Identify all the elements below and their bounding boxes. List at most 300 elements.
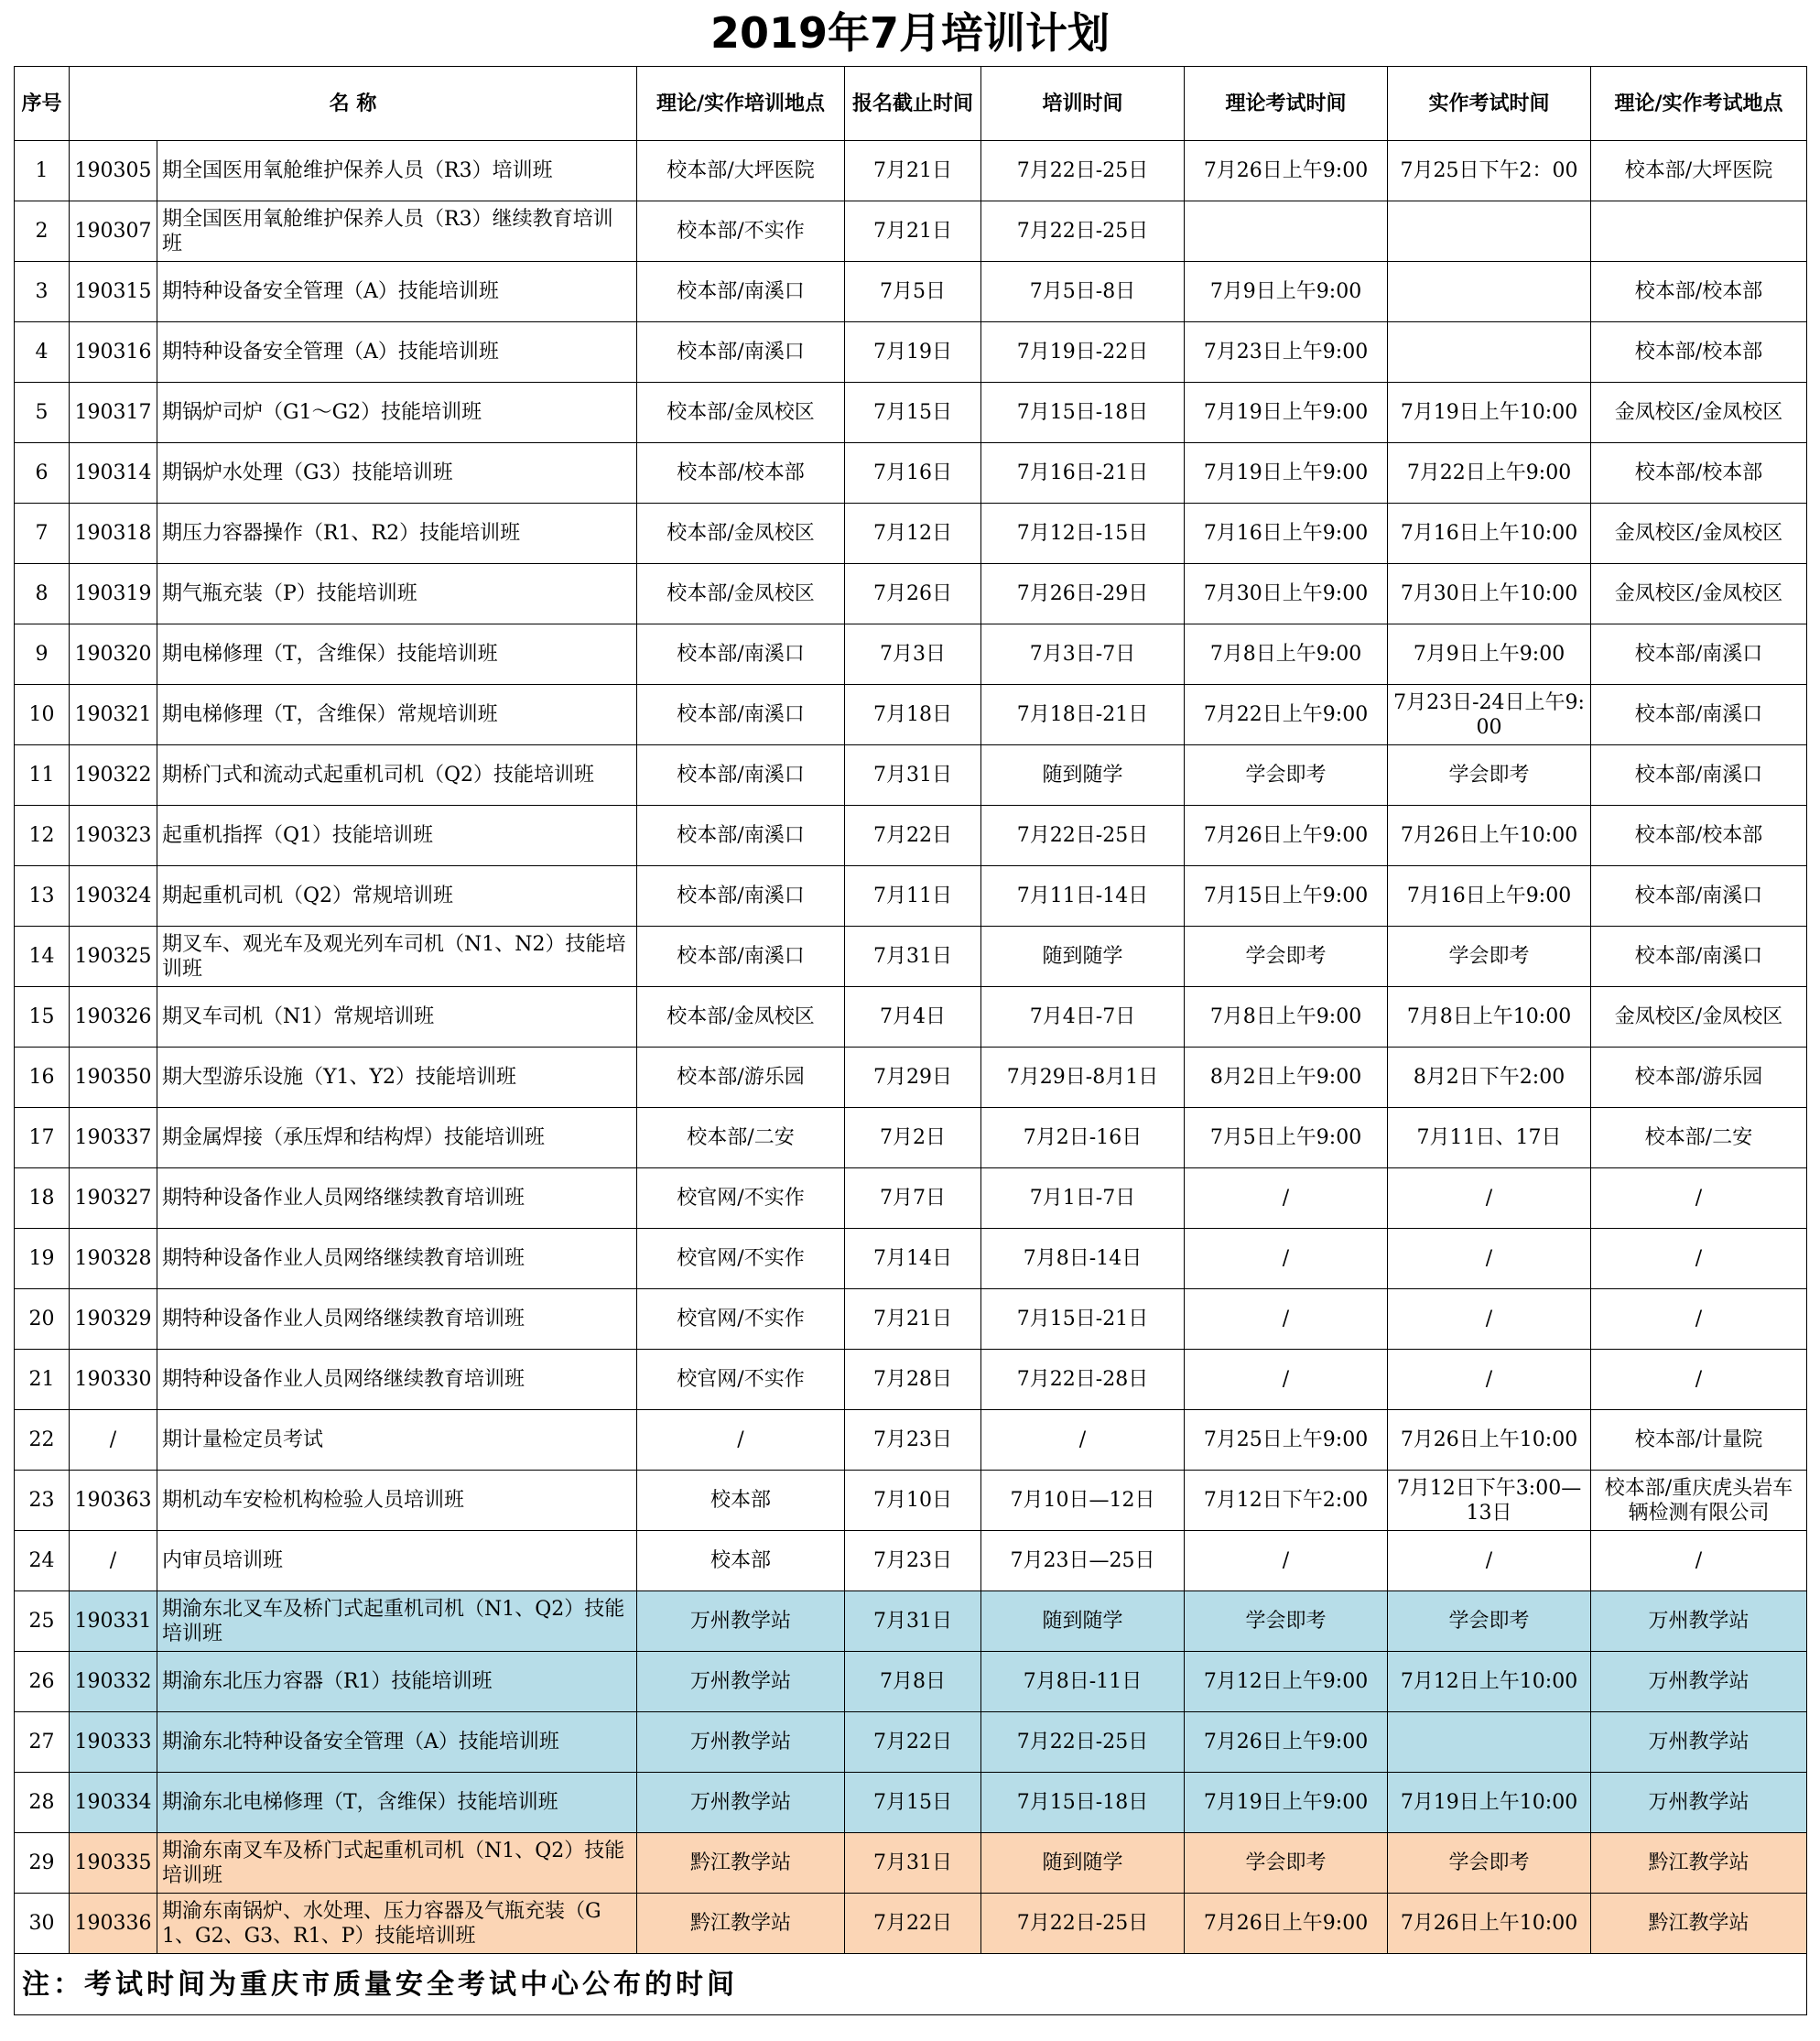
row-name: 期全国医用氧舱维护保养人员（R3）培训班 (157, 141, 637, 201)
row-code: 190363 (70, 1471, 157, 1531)
row-seq: 6 (15, 443, 70, 504)
row-training-time: 7月4日-7日 (981, 987, 1185, 1048)
header-seq: 序号 (15, 67, 70, 141)
header-row (15, 67, 1807, 141)
row-deadline: 7月8日 (845, 1652, 981, 1712)
row-exam-location: 校本部/南溪口 (1591, 866, 1807, 927)
row-name: 期渝东北压力容器（R1）技能培训班 (157, 1652, 637, 1712)
row-exam-location: 万州教学站 (1591, 1773, 1807, 1833)
row-deadline: 7月22日 (845, 1712, 981, 1773)
row-training-time: 7月22日-28日 (981, 1350, 1185, 1410)
table-row (15, 504, 1807, 564)
row-practical-exam (1388, 201, 1591, 262)
row-code: 190333 (70, 1712, 157, 1773)
row-seq: 3 (15, 262, 70, 322)
row-location: 校本部/南溪口 (637, 624, 845, 685)
table-row (15, 927, 1807, 987)
row-training-time: / (981, 1410, 1185, 1471)
row-seq: 26 (15, 1652, 70, 1712)
row-location: 校本部/南溪口 (637, 322, 845, 383)
row-practical-exam: 7月22日上午9:00 (1388, 443, 1591, 504)
row-deadline: 7月5日 (845, 262, 981, 322)
row-location: 校官网/不实作 (637, 1229, 845, 1289)
row-theory-exam: 学会即考 (1185, 927, 1388, 987)
table-row (15, 1471, 1807, 1531)
row-name: 期全国医用氧舱维护保养人员（R3）继续教育培训班 (157, 201, 637, 262)
row-location: 校本部/南溪口 (637, 745, 845, 806)
row-name: 期渝东北叉车及桥门式起重机司机（N1、Q2）技能培训班 (157, 1591, 637, 1652)
header-deadline: 报名截止时间 (845, 67, 981, 141)
row-location: 黔江教学站 (637, 1894, 845, 1954)
row-location: 校官网/不实作 (637, 1168, 845, 1229)
row-location: 万州教学站 (637, 1712, 845, 1773)
row-name: 期气瓶充装（P）技能培训班 (157, 564, 637, 624)
row-code: 190316 (70, 322, 157, 383)
row-deadline: 7月21日 (845, 201, 981, 262)
row-exam-location: / (1591, 1350, 1807, 1410)
row-name: 期锅炉司炉（G1～G2）技能培训班 (157, 383, 637, 443)
row-training-time: 随到随学 (981, 927, 1185, 987)
row-code: 190315 (70, 262, 157, 322)
table-row (15, 1350, 1807, 1410)
row-code: 190350 (70, 1048, 157, 1108)
row-code: 190319 (70, 564, 157, 624)
row-training-time: 7月22日-25日 (981, 1894, 1185, 1954)
row-code: 190317 (70, 383, 157, 443)
row-deadline: 7月15日 (845, 1773, 981, 1833)
row-theory-exam: 7月26日上午9:00 (1185, 806, 1388, 866)
row-exam-location: / (1591, 1531, 1807, 1591)
row-training-time: 7月12日-15日 (981, 504, 1185, 564)
row-seq: 16 (15, 1048, 70, 1108)
row-practical-exam (1388, 322, 1591, 383)
row-code: 190334 (70, 1773, 157, 1833)
row-practical-exam: 7月8日上午10:00 (1388, 987, 1591, 1048)
row-seq: 8 (15, 564, 70, 624)
row-name: 期叉车司机（N1）常规培训班 (157, 987, 637, 1048)
row-theory-exam: 7月5日上午9:00 (1185, 1108, 1388, 1168)
row-code: 190331 (70, 1591, 157, 1652)
row-name: 期金属焊接（承压焊和结构焊）技能培训班 (157, 1108, 637, 1168)
row-theory-exam: / (1185, 1350, 1388, 1410)
row-training-time: 随到随学 (981, 745, 1185, 806)
row-name: 期电梯修理（T，含维保）常规培训班 (157, 685, 637, 745)
row-code: 190325 (70, 927, 157, 987)
row-seq: 7 (15, 504, 70, 564)
row-name: 期渝东北特种设备安全管理（A）技能培训班 (157, 1712, 637, 1773)
row-practical-exam: 7月12日上午10:00 (1388, 1652, 1591, 1712)
row-training-time: 7月19日-22日 (981, 322, 1185, 383)
row-practical-exam: / (1388, 1289, 1591, 1350)
row-location: 校本部/金凤校区 (637, 383, 845, 443)
row-theory-exam: 7月26日上午9:00 (1185, 1894, 1388, 1954)
row-name: 期计量检定员考试 (157, 1410, 637, 1471)
row-code: 190326 (70, 987, 157, 1048)
table-row (15, 443, 1807, 504)
header-practical-exam: 实作考试时间 (1388, 67, 1591, 141)
row-theory-exam: 学会即考 (1185, 745, 1388, 806)
row-location: 校本部 (637, 1531, 845, 1591)
row-theory-exam: / (1185, 1289, 1388, 1350)
row-exam-location: 万州教学站 (1591, 1591, 1807, 1652)
table-row (15, 1168, 1807, 1229)
row-theory-exam: 7月23日上午9:00 (1185, 322, 1388, 383)
row-practical-exam: 7月25日下午2：00 (1388, 141, 1591, 201)
row-name: 起重机指挥（Q1）技能培训班 (157, 806, 637, 866)
training-plan-table (14, 66, 1807, 2015)
row-location: 黔江教学站 (637, 1833, 845, 1894)
row-theory-exam: 7月9日上午9:00 (1185, 262, 1388, 322)
table-row (15, 1894, 1807, 1954)
table-row (15, 1773, 1807, 1833)
row-training-time: 7月15日-18日 (981, 1773, 1185, 1833)
row-deadline: 7月12日 (845, 504, 981, 564)
row-code: 190307 (70, 201, 157, 262)
row-theory-exam: 7月25日上午9:00 (1185, 1410, 1388, 1471)
row-theory-exam: 7月8日上午9:00 (1185, 624, 1388, 685)
row-deadline: 7月16日 (845, 443, 981, 504)
row-seq: 2 (15, 201, 70, 262)
row-theory-exam: 7月12日上午9:00 (1185, 1652, 1388, 1712)
table-row (15, 624, 1807, 685)
table-row (15, 141, 1807, 201)
row-code: 190318 (70, 504, 157, 564)
row-seq: 29 (15, 1833, 70, 1894)
row-theory-exam: 7月26日上午9:00 (1185, 141, 1388, 201)
row-code: 190323 (70, 806, 157, 866)
row-practical-exam: 7月26日上午10:00 (1388, 806, 1591, 866)
row-deadline: 7月22日 (845, 1894, 981, 1954)
row-name: 期渝东南锅炉、水处理、压力容器及气瓶充装（G1、G2、G3、R1、P）技能培训班 (157, 1894, 637, 1954)
table-row (15, 685, 1807, 745)
row-practical-exam: 7月16日上午10:00 (1388, 504, 1591, 564)
row-location: 万州教学站 (637, 1773, 845, 1833)
row-training-time: 7月2日-16日 (981, 1108, 1185, 1168)
row-exam-location: 校本部/校本部 (1591, 262, 1807, 322)
row-seq: 21 (15, 1350, 70, 1410)
page-title: 2019年7月培训计划 (710, 8, 1110, 58)
row-training-time: 7月5日-8日 (981, 262, 1185, 322)
row-exam-location: 校本部/游乐园 (1591, 1048, 1807, 1108)
row-name: 期桥门式和流动式起重机司机（Q2）技能培训班 (157, 745, 637, 806)
row-deadline: 7月23日 (845, 1410, 981, 1471)
row-deadline: 7月29日 (845, 1048, 981, 1108)
table-row (15, 1531, 1807, 1591)
row-seq: 27 (15, 1712, 70, 1773)
row-theory-exam: 7月26日上午9:00 (1185, 1712, 1388, 1773)
row-training-time: 随到随学 (981, 1591, 1185, 1652)
row-practical-exam: 学会即考 (1388, 1833, 1591, 1894)
table-row (15, 1712, 1807, 1773)
row-theory-exam: / (1185, 1168, 1388, 1229)
row-name: 期特种设备作业人员网络继续教育培训班 (157, 1289, 637, 1350)
row-practical-exam: 7月26日上午10:00 (1388, 1894, 1591, 1954)
row-seq: 19 (15, 1229, 70, 1289)
row-training-time: 7月11日-14日 (981, 866, 1185, 927)
row-practical-exam: 8月2日下午2:00 (1388, 1048, 1591, 1108)
row-seq: 14 (15, 927, 70, 987)
row-location: 校本部/南溪口 (637, 806, 845, 866)
row-training-time: 7月22日-25日 (981, 806, 1185, 866)
row-deadline: 7月22日 (845, 806, 981, 866)
table-row (15, 262, 1807, 322)
row-practical-exam: / (1388, 1229, 1591, 1289)
row-training-time: 7月8日-14日 (981, 1229, 1185, 1289)
row-theory-exam: 7月15日上午9:00 (1185, 866, 1388, 927)
row-deadline: 7月21日 (845, 1289, 981, 1350)
row-training-time: 7月3日-7日 (981, 624, 1185, 685)
row-exam-location (1591, 201, 1807, 262)
row-location: 校本部 (637, 1471, 845, 1531)
row-seq: 20 (15, 1289, 70, 1350)
row-code: 190327 (70, 1168, 157, 1229)
header-name: 名 称 (70, 67, 637, 141)
row-seq: 30 (15, 1894, 70, 1954)
header-location: 理论/实作培训地点 (637, 67, 845, 141)
row-location: / (637, 1410, 845, 1471)
row-theory-exam: 8月2日上午9:00 (1185, 1048, 1388, 1108)
row-practical-exam: 7月23日-24日上午9:00 (1388, 685, 1591, 745)
row-exam-location: 金凤校区/金凤校区 (1591, 504, 1807, 564)
row-training-time: 7月18日-21日 (981, 685, 1185, 745)
row-practical-exam (1388, 1712, 1591, 1773)
row-location: 校本部/金凤校区 (637, 987, 845, 1048)
row-name: 期机动车安检机构检验人员培训班 (157, 1471, 637, 1531)
row-deadline: 7月19日 (845, 322, 981, 383)
row-name: 期特种设备安全管理（A）技能培训班 (157, 322, 637, 383)
row-code: 190332 (70, 1652, 157, 1712)
header-theory-exam: 理论考试时间 (1185, 67, 1388, 141)
row-exam-location: 黔江教学站 (1591, 1894, 1807, 1954)
row-exam-location: 黔江教学站 (1591, 1833, 1807, 1894)
row-exam-location: 校本部/校本部 (1591, 806, 1807, 866)
row-name: 期起重机司机（Q2）常规培训班 (157, 866, 637, 927)
row-practical-exam: 7月9日上午9:00 (1388, 624, 1591, 685)
row-exam-location: / (1591, 1289, 1807, 1350)
row-seq: 1 (15, 141, 70, 201)
table-row (15, 987, 1807, 1048)
row-code: 190328 (70, 1229, 157, 1289)
table-row (15, 1591, 1807, 1652)
row-deadline: 7月26日 (845, 564, 981, 624)
table-row (15, 745, 1807, 806)
row-code: 190314 (70, 443, 157, 504)
row-practical-exam: 7月30日上午10:00 (1388, 564, 1591, 624)
row-seq: 23 (15, 1471, 70, 1531)
row-theory-exam: 学会即考 (1185, 1591, 1388, 1652)
row-practical-exam: 7月19日上午10:00 (1388, 383, 1591, 443)
row-practical-exam: 7月16日上午9:00 (1388, 866, 1591, 927)
row-theory-exam: 7月19日上午9:00 (1185, 383, 1388, 443)
row-training-time: 7月22日-25日 (981, 141, 1185, 201)
row-practical-exam: 7月19日上午10:00 (1388, 1773, 1591, 1833)
row-theory-exam: / (1185, 1531, 1388, 1591)
table-row (15, 1833, 1807, 1894)
row-training-time: 7月15日-18日 (981, 383, 1185, 443)
row-exam-location: 校本部/南溪口 (1591, 624, 1807, 685)
row-location: 校本部/金凤校区 (637, 504, 845, 564)
row-location: 校官网/不实作 (637, 1350, 845, 1410)
table-row (15, 1652, 1807, 1712)
table-row (15, 564, 1807, 624)
row-theory-exam: / (1185, 1229, 1388, 1289)
row-seq: 25 (15, 1591, 70, 1652)
row-name: 内审员培训班 (157, 1531, 637, 1591)
table-row (15, 1048, 1807, 1108)
row-location: 校本部/大坪医院 (637, 141, 845, 201)
row-seq: 17 (15, 1108, 70, 1168)
row-name: 期锅炉水处理（G3）技能培训班 (157, 443, 637, 504)
row-location: 校本部/游乐园 (637, 1048, 845, 1108)
row-seq: 13 (15, 866, 70, 927)
row-seq: 10 (15, 685, 70, 745)
row-code: / (70, 1531, 157, 1591)
row-practical-exam (1388, 262, 1591, 322)
row-exam-location: 金凤校区/金凤校区 (1591, 383, 1807, 443)
row-location: 校本部/南溪口 (637, 685, 845, 745)
row-theory-exam: 7月16日上午9:00 (1185, 504, 1388, 564)
row-code: 190336 (70, 1894, 157, 1954)
row-location: 校本部/二安 (637, 1108, 845, 1168)
table-row (15, 1289, 1807, 1350)
row-theory-exam: 7月22日上午9:00 (1185, 685, 1388, 745)
row-theory-exam: 7月19日上午9:00 (1185, 1773, 1388, 1833)
row-deadline: 7月11日 (845, 866, 981, 927)
row-deadline: 7月3日 (845, 624, 981, 685)
row-exam-location: 校本部/大坪医院 (1591, 141, 1807, 201)
row-deadline: 7月15日 (845, 383, 981, 443)
table-row (15, 1229, 1807, 1289)
row-exam-location: 校本部/校本部 (1591, 443, 1807, 504)
row-name: 期叉车、观光车及观光列车司机（N1、N2）技能培训班 (157, 927, 637, 987)
row-seq: 15 (15, 987, 70, 1048)
row-deadline: 7月21日 (845, 141, 981, 201)
row-practical-exam: / (1388, 1350, 1591, 1410)
row-name: 期特种设备安全管理（A）技能培训班 (157, 262, 637, 322)
row-location: 校本部/不实作 (637, 201, 845, 262)
row-theory-exam: 7月8日上午9:00 (1185, 987, 1388, 1048)
table-row (15, 383, 1807, 443)
row-code: 190330 (70, 1350, 157, 1410)
row-exam-location: / (1591, 1229, 1807, 1289)
row-practical-exam: 学会即考 (1388, 1591, 1591, 1652)
table-row (15, 806, 1807, 866)
row-training-time: 7月15日-21日 (981, 1289, 1185, 1350)
table-row (15, 1108, 1807, 1168)
row-deadline: 7月2日 (845, 1108, 981, 1168)
row-name: 期电梯修理（T，含维保）技能培训班 (157, 624, 637, 685)
row-practical-exam: 7月11日、17日 (1388, 1108, 1591, 1168)
row-code: 190329 (70, 1289, 157, 1350)
row-deadline: 7月4日 (845, 987, 981, 1048)
footnote: 注：考试时间为重庆市质量安全考试中心公布的时间 (15, 1954, 1807, 2015)
row-seq: 12 (15, 806, 70, 866)
row-deadline: 7月7日 (845, 1168, 981, 1229)
row-deadline: 7月23日 (845, 1531, 981, 1591)
row-exam-location: 校本部/校本部 (1591, 322, 1807, 383)
row-training-time: 7月10日—12日 (981, 1471, 1185, 1531)
table-row (15, 866, 1807, 927)
row-seq: 22 (15, 1410, 70, 1471)
row-name: 期特种设备作业人员网络继续教育培训班 (157, 1168, 637, 1229)
row-exam-location: 校本部/重庆虎头岩车辆检测有限公司 (1591, 1471, 1807, 1531)
row-location: 万州教学站 (637, 1591, 845, 1652)
row-name: 期特种设备作业人员网络继续教育培训班 (157, 1229, 637, 1289)
row-code: 190305 (70, 141, 157, 201)
row-deadline: 7月31日 (845, 927, 981, 987)
row-training-time: 7月22日-25日 (981, 201, 1185, 262)
row-training-time: 随到随学 (981, 1833, 1185, 1894)
row-seq: 18 (15, 1168, 70, 1229)
row-location: 校本部/南溪口 (637, 866, 845, 927)
table-row (15, 322, 1807, 383)
row-exam-location: 校本部/南溪口 (1591, 685, 1807, 745)
row-theory-exam (1185, 201, 1388, 262)
row-practical-exam: 7月26日上午10:00 (1388, 1410, 1591, 1471)
row-name: 期压力容器操作（R1、R2）技能培训班 (157, 504, 637, 564)
row-seq: 24 (15, 1531, 70, 1591)
row-name: 期渝东南叉车及桥门式起重机司机（N1、Q2）技能培训班 (157, 1833, 637, 1894)
row-practical-exam: 学会即考 (1388, 927, 1591, 987)
row-theory-exam: 7月19日上午9:00 (1185, 443, 1388, 504)
row-exam-location: 校本部/计量院 (1591, 1410, 1807, 1471)
header-exam-location: 理论/实作考试地点 (1591, 67, 1807, 141)
header-training-time: 培训时间 (981, 67, 1185, 141)
row-practical-exam: / (1388, 1168, 1591, 1229)
row-code: 190335 (70, 1833, 157, 1894)
row-deadline: 7月31日 (845, 1833, 981, 1894)
row-theory-exam: 7月30日上午9:00 (1185, 564, 1388, 624)
row-code: 190321 (70, 685, 157, 745)
row-name: 期渝东北电梯修理（T，含维保）技能培训班 (157, 1773, 637, 1833)
row-location: 校本部/金凤校区 (637, 564, 845, 624)
row-deadline: 7月31日 (845, 745, 981, 806)
row-training-time: 7月26日-29日 (981, 564, 1185, 624)
row-code: 190322 (70, 745, 157, 806)
row-seq: 5 (15, 383, 70, 443)
row-code: 190337 (70, 1108, 157, 1168)
row-exam-location: / (1591, 1168, 1807, 1229)
row-location: 万州教学站 (637, 1652, 845, 1712)
row-name: 期大型游乐设施（Y1、Y2）技能培训班 (157, 1048, 637, 1108)
row-exam-location: 万州教学站 (1591, 1652, 1807, 1712)
row-exam-location: 金凤校区/金凤校区 (1591, 987, 1807, 1048)
row-training-time: 7月29日-8月1日 (981, 1048, 1185, 1108)
row-location: 校本部/南溪口 (637, 927, 845, 987)
table-row (15, 1410, 1807, 1471)
row-seq: 28 (15, 1773, 70, 1833)
row-practical-exam: / (1388, 1531, 1591, 1591)
row-training-time: 7月23日—25日 (981, 1531, 1185, 1591)
row-seq: 4 (15, 322, 70, 383)
row-deadline: 7月14日 (845, 1229, 981, 1289)
row-exam-location: 校本部/南溪口 (1591, 745, 1807, 806)
row-training-time: 7月16日-21日 (981, 443, 1185, 504)
row-exam-location: 金凤校区/金凤校区 (1591, 564, 1807, 624)
row-deadline: 7月31日 (845, 1591, 981, 1652)
row-training-time: 7月1日-7日 (981, 1168, 1185, 1229)
row-practical-exam: 7月12日下午3:00—13日 (1388, 1471, 1591, 1531)
row-code: / (70, 1410, 157, 1471)
row-code: 190324 (70, 866, 157, 927)
row-name: 期特种设备作业人员网络继续教育培训班 (157, 1350, 637, 1410)
row-code: 190320 (70, 624, 157, 685)
row-deadline: 7月28日 (845, 1350, 981, 1410)
note-row (15, 1954, 1807, 2015)
row-deadline: 7月18日 (845, 685, 981, 745)
row-training-time: 7月8日-11日 (981, 1652, 1185, 1712)
row-location: 校官网/不实作 (637, 1289, 845, 1350)
